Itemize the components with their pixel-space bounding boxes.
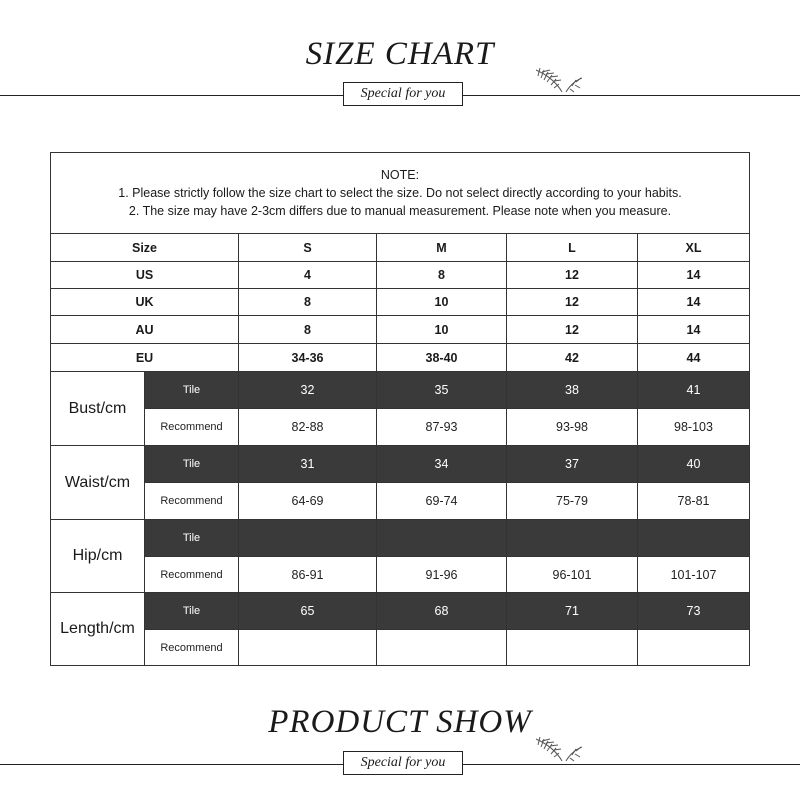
bust-recommend-m: 87-93 <box>377 409 507 446</box>
note-line-1: 1. Please strictly follow the size chart to select the size. Do not select directly according to your habits. <box>118 186 682 200</box>
top-tagline: Special for you <box>343 82 463 106</box>
note-line-2: 2. The size may have 2-3cm differs due to manual measurement. Please note when you measure. <box>128 204 672 218</box>
length-tile-s: 65 <box>239 593 377 630</box>
waist-recommend-l: 75-79 <box>507 483 638 520</box>
row-eu-l: 42 <box>507 344 638 372</box>
palm-leaf-icon <box>532 66 588 96</box>
row-us-m: 8 <box>377 262 507 289</box>
length-recommend-label: Recommend <box>145 630 239 665</box>
bust-tile-l: 38 <box>507 372 638 409</box>
row-eu-m: 38-40 <box>377 344 507 372</box>
product-show-title: PRODUCT SHOW <box>268 704 532 740</box>
waist-tile-l: 37 <box>507 446 638 483</box>
bust-label: Bust/cm <box>51 372 145 446</box>
bottom-tagline: Special for you <box>343 751 463 775</box>
hip-recommend-xl: 101-107 <box>638 557 749 593</box>
bust-recommend-s: 82-88 <box>239 409 377 446</box>
row-uk-l: 12 <box>507 289 638 316</box>
length-recommend-xl <box>638 630 749 665</box>
row-au-s: 8 <box>239 316 377 344</box>
note-heading: NOTE: <box>380 168 420 182</box>
row-us-label: US <box>51 262 239 289</box>
waist-tile-xl: 40 <box>638 446 749 483</box>
hip-tile-m <box>377 520 507 557</box>
row-eu-label: EU <box>51 344 239 372</box>
header-l: L <box>507 234 638 262</box>
header-size: Size <box>51 234 239 262</box>
waist-tile-label: Tile <box>145 446 239 483</box>
waist-label: Waist/cm <box>51 446 145 520</box>
hip-tile-label: Tile <box>145 520 239 557</box>
bust-recommend-xl: 98-103 <box>638 409 749 446</box>
waist-tile-m: 34 <box>377 446 507 483</box>
size-chart-title: SIZE CHART <box>305 36 495 72</box>
row-uk-m: 10 <box>377 289 507 316</box>
hip-tile-xl <box>638 520 749 557</box>
length-recommend-m <box>377 630 507 665</box>
length-recommend-s <box>239 630 377 665</box>
row-uk-label: UK <box>51 289 239 316</box>
hip-label: Hip/cm <box>51 520 145 593</box>
row-au-l: 12 <box>507 316 638 344</box>
row-au-xl: 14 <box>638 316 749 344</box>
length-tile-l: 71 <box>507 593 638 630</box>
row-eu-s: 34-36 <box>239 344 377 372</box>
header-s: S <box>239 234 377 262</box>
row-eu-xl: 44 <box>638 344 749 372</box>
note-block <box>51 153 749 233</box>
bust-recommend-l: 93-98 <box>507 409 638 446</box>
length-tile-xl: 73 <box>638 593 749 630</box>
hip-tile-l <box>507 520 638 557</box>
bust-tile-m: 35 <box>377 372 507 409</box>
waist-recommend-label: Recommend <box>145 483 239 520</box>
bust-recommend-label: Recommend <box>145 409 239 446</box>
hip-tile-s <box>239 520 377 557</box>
size-chart-table <box>50 152 750 666</box>
hip-recommend-l: 96-101 <box>507 557 638 593</box>
waist-recommend-m: 69-74 <box>377 483 507 520</box>
hip-recommend-label: Recommend <box>145 557 239 593</box>
row-us-s: 4 <box>239 262 377 289</box>
hip-recommend-m: 91-96 <box>377 557 507 593</box>
bust-tile-s: 32 <box>239 372 377 409</box>
length-tile-m: 68 <box>377 593 507 630</box>
hip-recommend-s: 86-91 <box>239 557 377 593</box>
length-tile-label: Tile <box>145 593 239 630</box>
waist-recommend-xl: 78-81 <box>638 483 749 520</box>
header-m: M <box>377 234 507 262</box>
waist-tile-s: 31 <box>239 446 377 483</box>
palm-leaf-icon <box>532 735 588 765</box>
header-xl: XL <box>638 234 749 262</box>
length-label: Length/cm <box>51 593 145 665</box>
row-au-m: 10 <box>377 316 507 344</box>
waist-recommend-s: 64-69 <box>239 483 377 520</box>
row-au-label: AU <box>51 316 239 344</box>
row-us-l: 12 <box>507 262 638 289</box>
bust-tile-xl: 41 <box>638 372 749 409</box>
row-us-xl: 14 <box>638 262 749 289</box>
bust-tile-label: Tile <box>145 372 239 409</box>
row-uk-xl: 14 <box>638 289 749 316</box>
row-uk-s: 8 <box>239 289 377 316</box>
length-recommend-l <box>507 630 638 665</box>
